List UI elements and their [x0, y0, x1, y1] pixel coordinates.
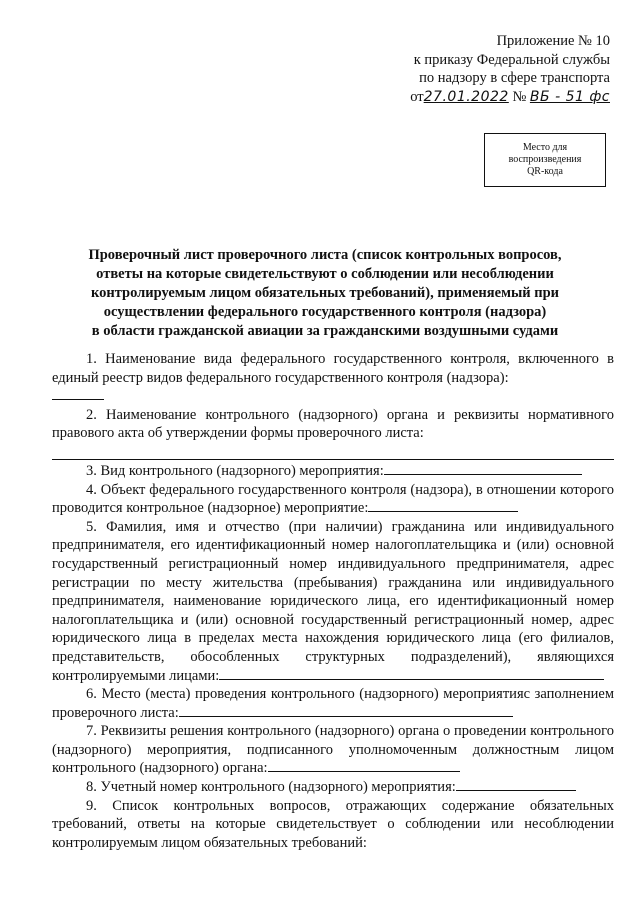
document-title [40, 246, 610, 341]
item-9: 9. Список контрольных вопросов, отражающих содержание обязательных требований, ответы на которые свидетельствует о соблюдении или несоблюдении контролируемым лицом обязательных требований: [52, 797, 614, 851]
item-1: 1. Наименование вида федерального государственного контроля, включенного в единый реестр видов федерального государственного контроля (надзора): [52, 351, 614, 386]
order-date: 27.01.2022 [423, 88, 509, 105]
item-6: 6. Место (места) проведения контрольного (надзорного) мероприятияс заполнением проверочного листа: [52, 686, 614, 721]
appendix-number: Приложение № 10 [496, 33, 610, 49]
item-4-blank [368, 499, 518, 512]
item-8: 8. Учетный номер контрольного (надзорного) мероприятия: [52, 778, 614, 797]
item-5: 5. Фамилия, имя и отчество (при наличии) гражданина или индивидуального предпринимателя, его идентификационный номер налогоплательщика и (или) основной государственный регистрационный номер индивидуального предпринимателя, адрес регистрации по месту жительства (пребывания) гражданина или индивидуального предпринимателя, наименование юридического лица, его идентификационный номер налогоплательщика и (или) основной государственный регистрационный номер, адрес юридического лица в пределах места нахождения юридического лица (его филиалов, представительств, обособленных структурных подразделений), являющихся контролируемыми лицами: [52, 518, 614, 684]
appendix-agency: по надзору в сфере транспорта [419, 70, 610, 86]
item-7-blank [268, 759, 460, 772]
from-label: от [410, 88, 424, 105]
document-body [52, 350, 614, 852]
item-1-blank [52, 387, 104, 400]
item-7: 7. Реквизиты решения контрольного (надзорного) органа о проведении контрольного (надзорного) мероприятия, подписанного уполномоченным должностным лицом контрольного (надзорного) органа: [52, 723, 614, 777]
item-8-blank [456, 778, 576, 791]
title-line-4: осуществлении федерального государственного контроля (надзора) [103, 304, 547, 320]
item-4: 4. Объект федерального государственного контроля (надзора), в отношении которого проводится контрольное (надзорное) мероприятие: [52, 481, 614, 517]
number-sign: № [512, 88, 527, 105]
qr-text-3: QR-кода [527, 166, 563, 177]
item-3-blank [384, 462, 582, 475]
title-line-1: Проверочный лист проверочного листа (список контрольных вопросов, [88, 247, 562, 263]
title-line-2: ответы на которые свидетельствуют о соблюдении или несоблюдении [96, 266, 554, 282]
title-line-5: в области гражданской авиации за гражданскими воздушными судами [91, 323, 559, 339]
item-5-blank [219, 667, 604, 680]
qr-text-2: воспроизведения [508, 154, 582, 165]
item-2: 2. Наименование контрольного (надзорного) органа и реквизиты нормативного правового акта об утверждении формы проверочного листа: [52, 406, 614, 442]
item-2-blank [52, 443, 614, 460]
qr-code-placeholder [484, 133, 606, 187]
appendix-date-number [396, 88, 610, 107]
appendix-header [396, 32, 610, 106]
order-number: ВБ - 51 фс [529, 88, 610, 105]
qr-text-1: Место для [522, 142, 568, 153]
title-line-3: контролируемым лицом обязательных требований), применяемый при [90, 285, 560, 301]
item-6-blank [179, 704, 513, 717]
appendix-order-ref: к приказу Федеральной службы [413, 51, 610, 68]
item-3: 3. Вид контрольного (надзорного) мероприятия: [52, 462, 614, 481]
